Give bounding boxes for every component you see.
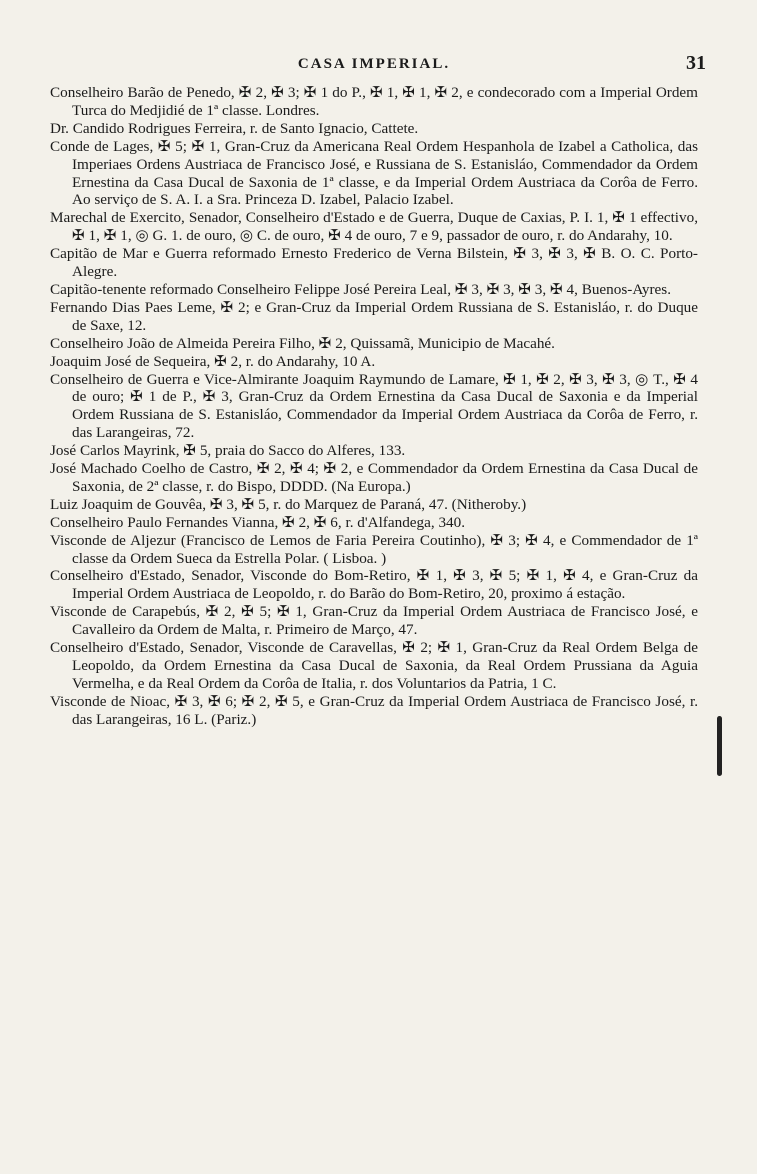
list-item: Conselheiro de Guerra e Vice-Almirante Joaquim Raymundo de Lamare, ✠ 1, ✠ 2, ✠ 3, ✠ 3, ◎ T., ✠ 4 de ouro; ✠ 1 de P., ✠ 3, Gran-Cruz da Ordem Ernestina da Casa Ducal de Saxonia e da Imperial Ordem Russiana de S. Estanisláo, Commendador da Imperial Ordem Austriaca da Corôa de Ferro, r. das Larangeiras, 72. (50, 370, 698, 442)
list-item: José Carlos Mayrink, ✠ 5, praia do Sacco do Alferes, 133. (50, 442, 406, 460)
list-item: Visconde de Aljezur (Francisco de Lemos de Faria Pereira Coutinho), ✠ 3; ✠ 4, e Commendador de 1ª classe da Ordem Sueca da Estrella Polar. ( Lisboa. ) (50, 531, 698, 567)
list-item: Conselheiro Paulo Fernandes Vianna, ✠ 2, ✠ 6, r. d'Alfandega, 340. (50, 513, 466, 531)
margin-ink-mark (717, 716, 722, 776)
list-item: Capitão de Mar e Guerra reformado Ernesto Frederico de Verna Bilstein, ✠ 3, ✠ 3, ✠ B. O. C. Porto-Alegre. (50, 245, 698, 281)
list-item: Conselheiro João de Almeida Pereira Filho, ✠ 2, Quissamã, Municipio de Macahé. (50, 334, 555, 352)
list-item: Marechal de Exercito, Senador, Conselheiro d'Estado e de Guerra, Duque de Caxias, P. I. 1, ✠ 1 effectivo, ✠ 1, ✠ 1, ◎ G. 1. de ouro, ◎ C. de ouro, ✠ 4 de ouro, 7 e 9, passador de ouro, r. do Andarahy, 10. (50, 209, 698, 245)
list-item: Conselheiro Barão de Penedo, ✠ 2, ✠ 3; ✠ 1 do P., ✠ 1, ✠ 1, ✠ 2, e condecorado com a Imperial Ordem Turca do Medjidié de 1ª classe. Londres. (50, 84, 698, 119)
list-item: Luiz Joaquim de Gouvêa, ✠ 3, ✠ 5, r. do Marquez de Paraná, 47. (Nitheroby.) (50, 495, 527, 513)
list-item: Dr. Candido Rodrigues Ferreira, r. de Santo Ignacio, Cattete. (50, 119, 419, 137)
list-item: Capitão-tenente reformado Conselheiro Felippe José Pereira Leal, ✠ 3, ✠ 3, ✠ 3, ✠ 4, Buenos-Ayres. (50, 280, 671, 298)
document-page (50, 48, 706, 729)
running-title: CASA IMPERIAL. (297, 56, 451, 72)
list-item: Conselheiro d'Estado, Senador, Visconde do Bom-Retiro, ✠ 1, ✠ 3, ✠ 5; ✠ 1, ✠ 4, e Gran-Cruz da Imperial Ordem Austriaca de Leopoldo, r. do Barão do Bom-Retiro, 20, proximo á estação. (50, 567, 698, 603)
list-item: Conde de Lages, ✠ 5; ✠ 1, Gran-Cruz da Americana Real Ordem Hespanhola de Izabel a Catholica, das Imperiaes Ordens Austriaca de Francisco José, e Russiana de S. Estanisláo, Commendador da Ordem Ernestina da Casa Ducal de Saxonia de 1ª classe, e da Imperial Ordem Austriaca da Corôa de Ferro. Ao serviço de S. A. I. a Sra. Princeza D. Izabel, Palacio Izabel. (50, 137, 698, 209)
list-item: Conselheiro d'Estado, Senador, Visconde de Caravellas, ✠ 2; ✠ 1, Gran-Cruz da Real Ordem Belga de Leopoldo, da Ordem Ernestina da Casa Ducal de Saxonia, da Real Ordem Prussiana da Aguia Vermelha, e da Real Ordem da Corôa de Italia, r. dos Voluntarios da Patria, 1 C. (50, 639, 698, 692)
list-item: Joaquim José de Sequeira, ✠ 2, r. do Andarahy, 10 A. (50, 352, 376, 370)
list-item: Visconde de Carapebús, ✠ 2, ✠ 5; ✠ 1, Gran-Cruz da Imperial Ordem Austriaca de Francisco José, e Cavalleiro da Ordem de Malta, r. Primeiro de Março, 47. (50, 603, 698, 639)
page-header (50, 48, 706, 84)
list-item: Visconde de Nioac, ✠ 3, ✠ 6; ✠ 2, ✠ 5, e Gran-Cruz da Imperial Ordem Austriaca de Francisco José, r. das Larangeiras, 16 L. (Pariz.) (50, 692, 698, 728)
list-item: José Machado Coelho de Castro, ✠ 2, ✠ 4; ✠ 2, e Commendador da Ordem Ernestina da Casa Ducal de Saxonia, de 2ª classe, r. do Bispo, DDDD. (Na Europa.) (50, 460, 698, 495)
entry-list (50, 84, 698, 729)
list-item: Fernando Dias Paes Leme, ✠ 2; e Gran-Cruz da Imperial Ordem Russiana de S. Estanisláo, r. do Duque de Saxe, 12. (50, 298, 698, 334)
page-number: 31 (686, 52, 706, 74)
